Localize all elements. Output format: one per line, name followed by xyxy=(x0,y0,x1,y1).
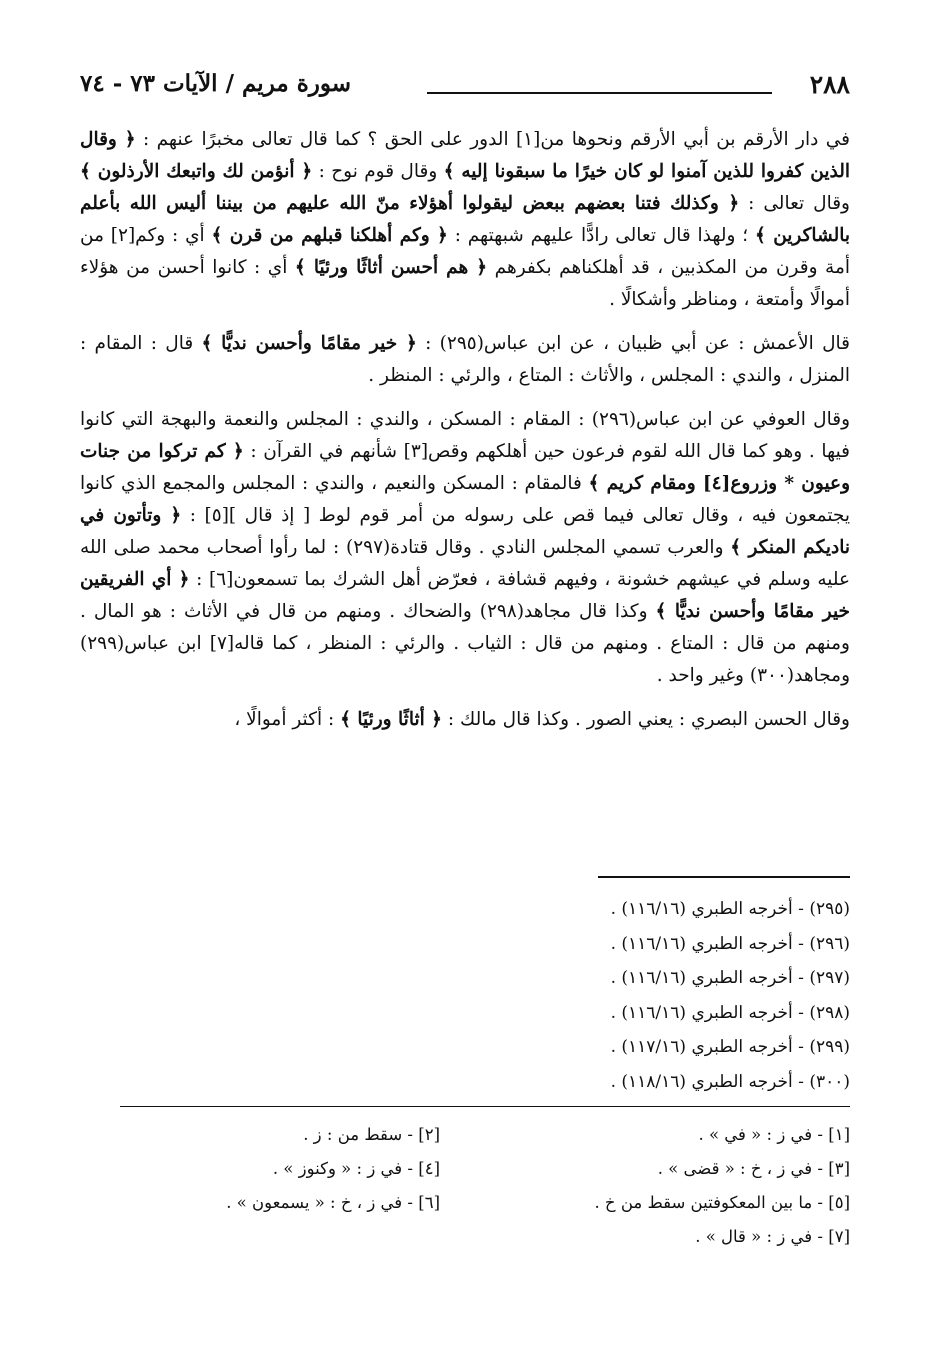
variant-note: [٦] - في ز ، خ : « يسمعون » . xyxy=(226,1193,440,1212)
header-rule xyxy=(427,92,772,94)
footnote: (٢٩٨) - أخرجه الطبري (١١٦/١٦) . xyxy=(610,1002,850,1023)
variant-note: [٧] - في ز : « قال » . xyxy=(695,1227,850,1246)
text-run: وقال قوم نوح : xyxy=(312,161,444,182)
quran-verse: ﴿ خير مقامًا وأحسن نديًّا ﴾ xyxy=(201,333,417,354)
quran-verse: ﴿ أنؤمن لك واتبعك الأرذلون ﴾ xyxy=(80,161,313,182)
text-run: وكذا قال مجاهد(٢٩٨) والضحاك . ومنهم من قال في الأثاث : هو المال . ومنهم من قال : المتاع . ومنهم من قال : الثياب . والرئي : المنظر ، كما قاله[٧] ابن عباس(٢٩٩) ومجاهد(٣٠٠) وغير واحد . xyxy=(80,601,850,686)
text-run: ؛ ولهذا قال تعالى رادًّا عليهم شبهتهم : xyxy=(447,225,755,246)
paragraph xyxy=(80,328,850,392)
variant-notes-right-column xyxy=(490,1118,850,1254)
quran-verse: ﴿ وكذلك فتنا بعضهم ببعض ليقولوا أهؤلاء منّ الله عليهم من بيننا أليس الله بأعلم بالشاكرين ﴾ xyxy=(80,193,850,246)
quran-verse: ﴿ وتأتون في ناديكم المنكر ﴾ xyxy=(80,505,850,558)
footnote: (٢٩٩) - أخرجه الطبري (١١٧/١٦) . xyxy=(610,1037,850,1057)
paragraph xyxy=(80,404,850,692)
quran-verse: ﴿ أثاثًا ورئيًا ﴾ xyxy=(340,709,443,730)
variant-note: [٢] - سقط من : ز . xyxy=(303,1125,440,1144)
variant-note: [٥] - ما بين المعكوفتين سقط من خ . xyxy=(594,1193,850,1212)
text-run: والعرب تسمي المجلس النادي . وقال قتادة(٢٩٧) : لما رأوا أصحاب محمد صلى الله عليه وسلم في عيشهم خشونة ، وفيهم قشافة ، فعرّض أهل الشرك بما تسمعون[٦] : xyxy=(80,537,851,590)
running-title: سورة مريم / الآيات ٧٣ - ٧٤ xyxy=(80,70,352,97)
text-run: أي : وكم[٢] من أمة وقرن من المكذبين ، قد أهلكناهم بكفرهم xyxy=(80,225,850,278)
notes-rule xyxy=(120,1106,850,1107)
text-run: فالمقام : المسكن والنعيم ، والندي : المجلس والمجمع الذي كانوا يجتمعون فيه ، وقال تعالى فيما قص على رسوله من أمر قوم لوط [ إذ قال ][٥] : xyxy=(80,473,851,526)
text-run: في دار الأرقم بن أبي الأرقم ونحوها من[١] الدور على الحق ؟ كما قال تعالى مخبرًا عنهم : xyxy=(135,129,850,150)
footnote-rule xyxy=(598,876,850,878)
main-text xyxy=(80,124,850,748)
variant-note: [٤] - في ز : « وكنوز » . xyxy=(272,1159,440,1178)
text-run: قال : المقام : المنزل ، والندي : المجلس ، والأثاث : المتاع ، والرئي : المنظر . xyxy=(80,333,850,386)
text-run: وقال تعالى : xyxy=(739,193,850,214)
variant-note: [٣] - في ز ، خ : « قضى » . xyxy=(657,1159,850,1178)
text-run: وقال العوفي عن ابن عباس(٢٩٦) : المقام : المسكن ، والندي : المجلس والنعمة والبهجة التي كانوا فيها . وهو كما قال الله لقوم فرعون حين أهلكهم وقص[٣] شأنهم في القرآن : xyxy=(80,409,851,462)
hadith-footnotes xyxy=(450,892,850,1099)
quran-verse: ﴿ وكم أهلكنا قبلهم من قرن ﴾ xyxy=(211,225,448,246)
footnote: (٢٩٦) - أخرجه الطبري (١١٦/١٦) . xyxy=(610,933,850,954)
text-run: أي : كانوا أحسن من هؤلاء أموالًا وأمتعة ، ومناظر وأشكالًا . xyxy=(80,257,850,310)
footnote: (٢٩٧) - أخرجه الطبري (١١٦/١٦) . xyxy=(610,968,850,988)
quran-verse: ﴿ هم أحسن أثاثًا ورئيًا ﴾ xyxy=(294,257,488,278)
footnote: (٣٠٠) - أخرجه الطبري (١١٨/١٦) . xyxy=(610,1071,850,1092)
quran-verse: ﴿ كم تركوا من جنات وعيون * وزروع[٤] ومقام كريم ﴾ xyxy=(80,441,851,494)
text-run: قال الأعمش : عن أبي ظبيان ، عن ابن عباس(٢٩٥) : xyxy=(416,333,850,354)
text-run: : أكثر أموالًا ، xyxy=(234,709,341,730)
footnote: (٢٩٥) - أخرجه الطبري (١١٦/١٦) . xyxy=(610,899,850,919)
text-run: وقال الحسن البصري : يعني الصور . وكذا قال مالك : xyxy=(442,709,850,730)
variant-notes-left-column xyxy=(120,1118,440,1220)
variant-note: [١] - في ز : « في » . xyxy=(698,1125,850,1144)
paragraph xyxy=(80,704,850,736)
quran-verse: ﴿ وقال الذين كفروا للذين آمنوا لو كان خيرًا ما سبقونا إليه ﴾ xyxy=(80,129,850,182)
paragraph xyxy=(80,124,850,316)
variant-notes xyxy=(120,1118,850,1268)
page-number: ٢٨٨ xyxy=(809,70,850,99)
page-header xyxy=(80,66,850,106)
quran-verse: ﴿ أي الفريقين خير مقامًا وأحسن نديًّا ﴾ xyxy=(80,569,850,622)
